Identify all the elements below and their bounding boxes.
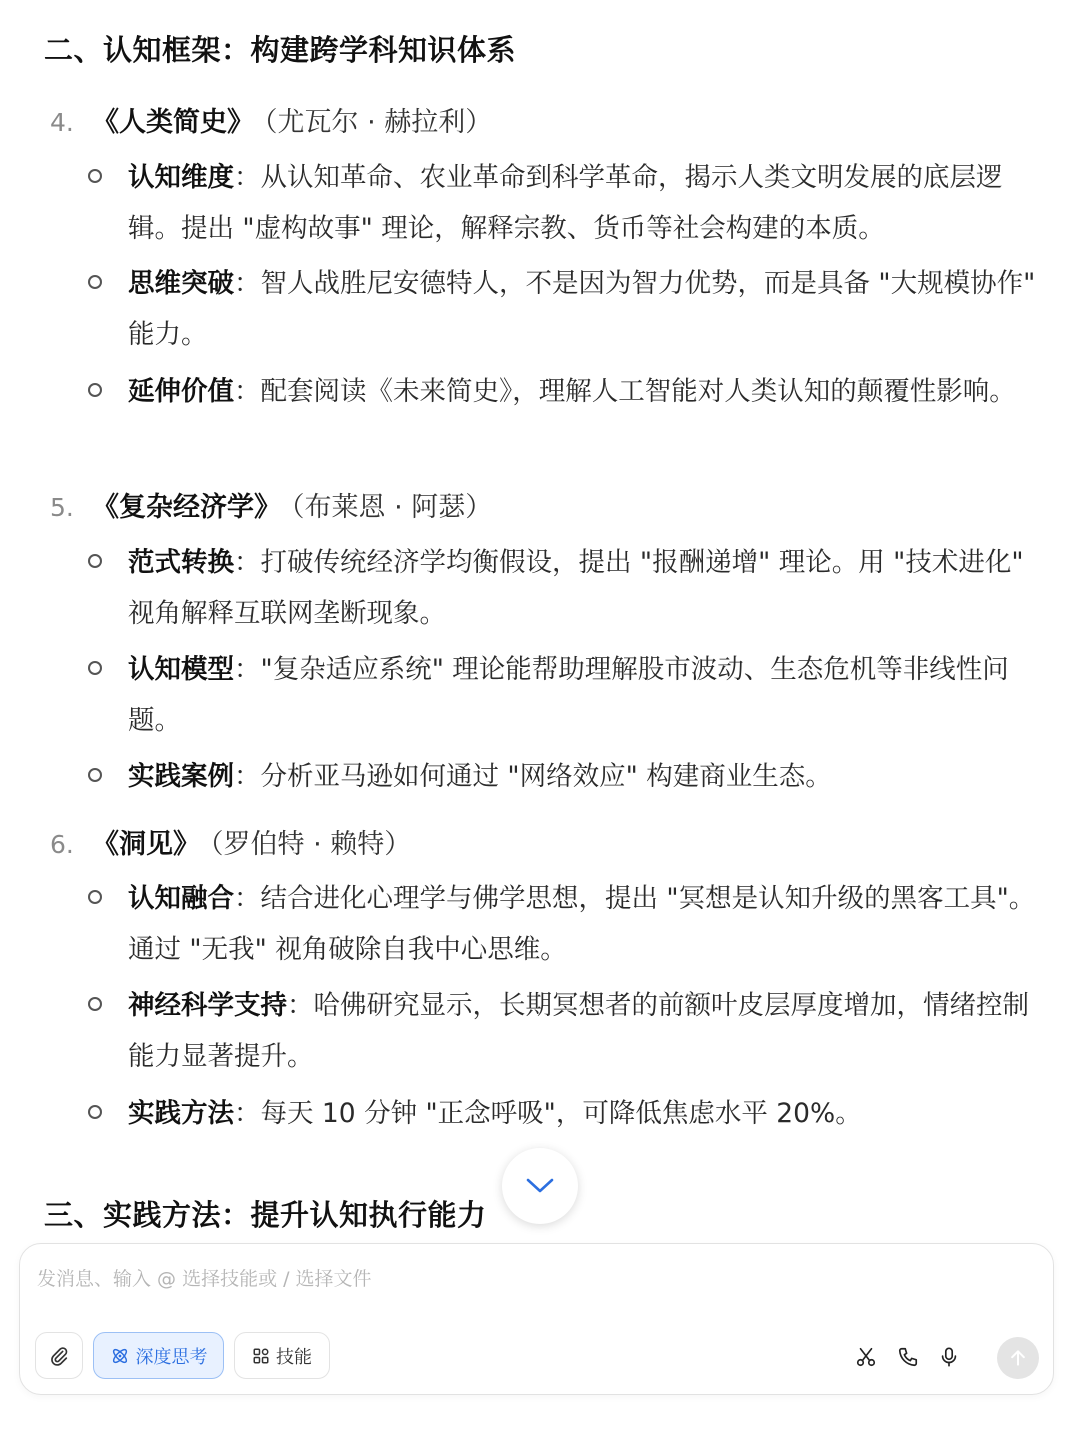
list-item [128, 366, 1040, 417]
voice-input-button[interactable] [936, 1344, 962, 1370]
bullet-label: 认知融合 [128, 883, 234, 914]
chevron-down-icon [525, 1176, 555, 1196]
book-title: 《人类简史》 [92, 107, 254, 138]
bullet-label: 范式转换 [128, 547, 234, 578]
list-number: 4. [50, 108, 74, 137]
book-author: （罗伯特 · 赖特） [210, 829, 412, 860]
bullet-text: ："复杂适应系统" 理论能帮助理解股市波动、生态危机等非线性问题。 [128, 654, 1009, 736]
message-composer [19, 1243, 1054, 1395]
bullet-circle-icon [88, 275, 102, 289]
bullet-text: ：分析亚马逊如何通过 "网络效应" 构建商业生态。 [234, 761, 832, 792]
list-number: 5. [50, 493, 74, 522]
list-item [128, 751, 1040, 802]
bullet-text: ：从认知革命、农业革命到科学革命，揭示人类文明发展的底层逻辑。提出 "虚构故事" 理论，解释宗教、货币等社会构建的本质。 [128, 162, 1003, 244]
send-button[interactable] [997, 1337, 1039, 1379]
bullet-circle-icon [88, 169, 102, 183]
bullet-label: 认知模型 [128, 654, 234, 685]
bullet-label: 实践方法 [128, 1098, 234, 1129]
book-item-5 [50, 485, 492, 524]
scissors-button[interactable] [853, 1344, 879, 1370]
bullet-text: ：智人战胜尼安德特人，不是因为智力优势，而是具备 "大规模协作" 能力。 [128, 268, 1036, 350]
bullet-text: ：配套阅读《未来简史》，理解人工智能对人类认知的颠覆性影响。 [234, 376, 1016, 407]
list-number: 6. [50, 830, 74, 859]
bullet-label: 思维突破 [128, 268, 234, 299]
bullet-text: ：打破传统经济学均衡假设，提出 "报酬递增" 理论。用 "技术进化" 视角解释互联网垄断现象。 [128, 547, 1024, 629]
bullet-label: 神经科学支持 [128, 990, 287, 1021]
bullet-label: 实践案例 [128, 761, 234, 792]
book-author: （布莱恩 · 阿瑟） [291, 492, 493, 523]
bullet-circle-icon [88, 554, 102, 568]
deep-think-button[interactable] [93, 1332, 224, 1379]
bullet-label: 认知维度 [128, 162, 234, 193]
bullet-text: ：哈佛研究显示，长期冥想者的前额叶皮层厚度增加，情绪控制能力显著提升。 [128, 990, 1029, 1072]
list-item [128, 873, 1040, 975]
bullet-circle-icon [88, 661, 102, 675]
bullet-circle-icon [88, 1105, 102, 1119]
book-item-4 [50, 100, 492, 139]
atom-icon [110, 1346, 130, 1366]
skill-button[interactable] [234, 1332, 330, 1379]
list-item [128, 537, 1040, 639]
call-button[interactable] [895, 1344, 921, 1370]
bullet-circle-icon [88, 768, 102, 782]
book-title: 《洞见》 [92, 829, 200, 860]
list-item [128, 980, 1040, 1082]
list-item [128, 644, 1040, 746]
attach-button[interactable] [35, 1332, 83, 1379]
book-title: 《复杂经济学》 [92, 492, 281, 523]
bullet-circle-icon [88, 890, 102, 904]
list-item [128, 1088, 1040, 1139]
list-item [128, 152, 1040, 254]
scroll-to-bottom-button[interactable] [502, 1148, 578, 1224]
phone-icon [897, 1346, 919, 1368]
scissors-icon [855, 1346, 877, 1368]
microphone-icon [938, 1346, 960, 1368]
bullet-label: 延伸价值 [128, 376, 234, 407]
section-heading-2: 二、认知框架：构建跨学科知识体系 [44, 33, 517, 67]
grid-icon [252, 1347, 270, 1365]
message-input[interactable]: 发消息、输入 @ 选择技能或 / 选择文件 [37, 1268, 372, 1290]
bullet-circle-icon [88, 997, 102, 1011]
book-item-6 [50, 822, 411, 861]
bullet-text: ：每天 10 分钟 "正念呼吸"，可降低焦虑水平 20%。 [234, 1098, 862, 1129]
section-heading-3: 三、实践方法：提升认知执行能力 [44, 1198, 487, 1232]
skill-label: 技能 [276, 1346, 312, 1368]
arrow-up-icon [1008, 1348, 1028, 1368]
bullet-text: ：结合进化心理学与佛学思想，提出 "冥想是认知升级的黑客工具"。通过 "无我" 视角破除自我中心思维。 [128, 883, 1036, 965]
bullet-circle-icon [88, 383, 102, 397]
paperclip-icon [48, 1345, 70, 1367]
book-author: （尤瓦尔 · 赫拉利） [264, 107, 493, 138]
deep-think-label: 深度思考 [135, 1346, 208, 1368]
list-item [128, 258, 1040, 360]
